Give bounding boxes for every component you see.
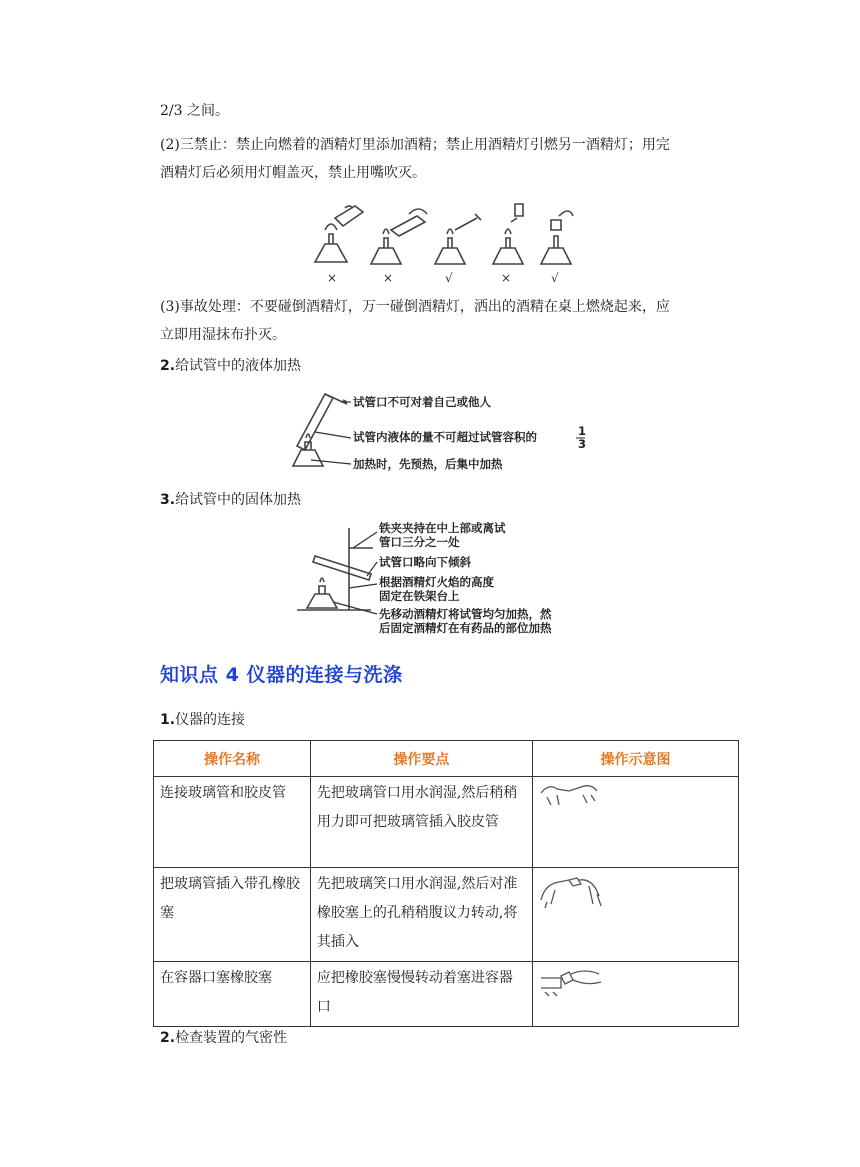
- paragraph-three-bans-line2: 酒精灯后必须用灯帽盖灭，禁止用嘴吹灭。: [160, 165, 426, 181]
- section-number: 3.: [160, 492, 176, 508]
- operation-name: 连接玻璃管和胶皮管: [154, 777, 311, 868]
- liquid-label-2: 试管内液体的量不可超过试管容积的: [353, 430, 537, 444]
- operation-point: 先把玻璃管口用水润湿,然后稍稍用力即可把玻璃管插入胶皮管: [310, 777, 532, 868]
- section-number: 2.: [160, 1030, 176, 1046]
- mark-2: ×: [383, 271, 394, 285]
- table-row: [154, 962, 739, 1027]
- test-tube: [297, 394, 333, 450]
- lamp-illustration-3: [435, 214, 481, 264]
- lamp-illustration-1: [315, 206, 363, 262]
- tube-hose-diagram: [539, 779, 599, 809]
- mark-3: √: [445, 271, 453, 285]
- lamp-illustration-4: [493, 204, 523, 264]
- section-number: 1.: [160, 712, 176, 728]
- solid-label-1a: 铁夹夹持在中上部或离试: [379, 521, 506, 535]
- operation-diagram: [532, 777, 738, 868]
- section-title: 检查装置的气密性: [175, 1030, 288, 1046]
- liquid-label-3: 加热时，先预热，后集中加热: [353, 457, 503, 471]
- paragraph-accident-line2: 立即用湿抹布扑灭。: [160, 327, 286, 343]
- operation-diagram: [532, 962, 738, 1027]
- solid-label-4a: 先移动酒精灯将试管均匀加热，然: [379, 607, 552, 621]
- table-row: [154, 868, 739, 962]
- table-row: [154, 777, 739, 868]
- solid-label-4b: 后固定酒精灯在有药品的部位加热: [379, 621, 552, 635]
- test-tube: [313, 556, 371, 580]
- section-heading-airtight: [160, 1024, 740, 1052]
- header-operation-diagram: 操作示意图: [532, 741, 738, 777]
- stopper-container-diagram: [539, 964, 605, 998]
- section-heading-connect: [160, 706, 740, 734]
- section-number: 2.: [160, 358, 176, 374]
- operation-point: 应把橡胶塞慢慢转动着塞进容器口: [310, 962, 532, 1027]
- table-header-row: [154, 741, 739, 777]
- tube-stopper-diagram: [539, 870, 603, 910]
- header-operation-points: 操作要点: [310, 741, 532, 777]
- paragraph-continuation: 2/3 之间。: [160, 103, 229, 119]
- section-title: 给试管中的固体加热: [175, 492, 302, 508]
- operation-name: 把玻璃管插入带孔橡胶塞: [154, 868, 311, 962]
- mark-4: ×: [501, 271, 512, 285]
- paragraph-three-bans-line1: (2)三禁止：禁止向燃着的酒精灯里添加酒精；禁止用酒精灯引燃另一酒精灯；用完: [160, 137, 670, 153]
- alcohol-lamp-figure: [305, 200, 575, 286]
- knowledge-point-heading: 知识点 4 仪器的连接与洗涤: [160, 664, 403, 686]
- operation-name: 在容器口塞橡胶塞: [154, 962, 311, 1027]
- lamp-illustration-5: [541, 211, 573, 264]
- operation-point: 先把玻璃笑口用水润湿,然后对准橡胶塞上的孔稍稍腹议力转动,将其插入: [310, 868, 532, 962]
- paragraph-accident-line1: (3)事故处理：不要碰倒酒精灯，万一碰倒酒精灯，洒出的酒精在桌上燃烧起来，应: [160, 299, 670, 315]
- liquid-heating-figure: [285, 388, 595, 476]
- liquid-label-1: 试管口不可对着自己或他人: [353, 395, 491, 409]
- solid-heating-figure: [293, 518, 593, 640]
- connection-table: [153, 740, 739, 1027]
- fraction-numerator: 1: [578, 424, 587, 438]
- lamp: [307, 594, 337, 608]
- solid-label-1b: 管口三分之一处: [379, 535, 460, 549]
- lamp-illustration-2: [371, 209, 427, 264]
- header-operation-name: 操作名称: [154, 741, 311, 777]
- mark-5: √: [551, 271, 559, 285]
- section-title: 仪器的连接: [175, 712, 246, 728]
- section-heading-liquid: [160, 352, 740, 380]
- section-title: 给试管中的液体加热: [175, 358, 302, 374]
- solid-label-3a: 根据酒精灯火焰的高度: [379, 575, 494, 589]
- section-heading-solid: [160, 486, 740, 514]
- operation-diagram: [532, 868, 738, 962]
- solid-label-3b: 固定在铁架台上: [379, 589, 460, 603]
- lamp: [293, 450, 323, 466]
- solid-label-2: 试管口略向下倾斜: [379, 555, 471, 569]
- mark-1: ×: [327, 271, 338, 285]
- fraction-denominator: 3: [578, 437, 587, 451]
